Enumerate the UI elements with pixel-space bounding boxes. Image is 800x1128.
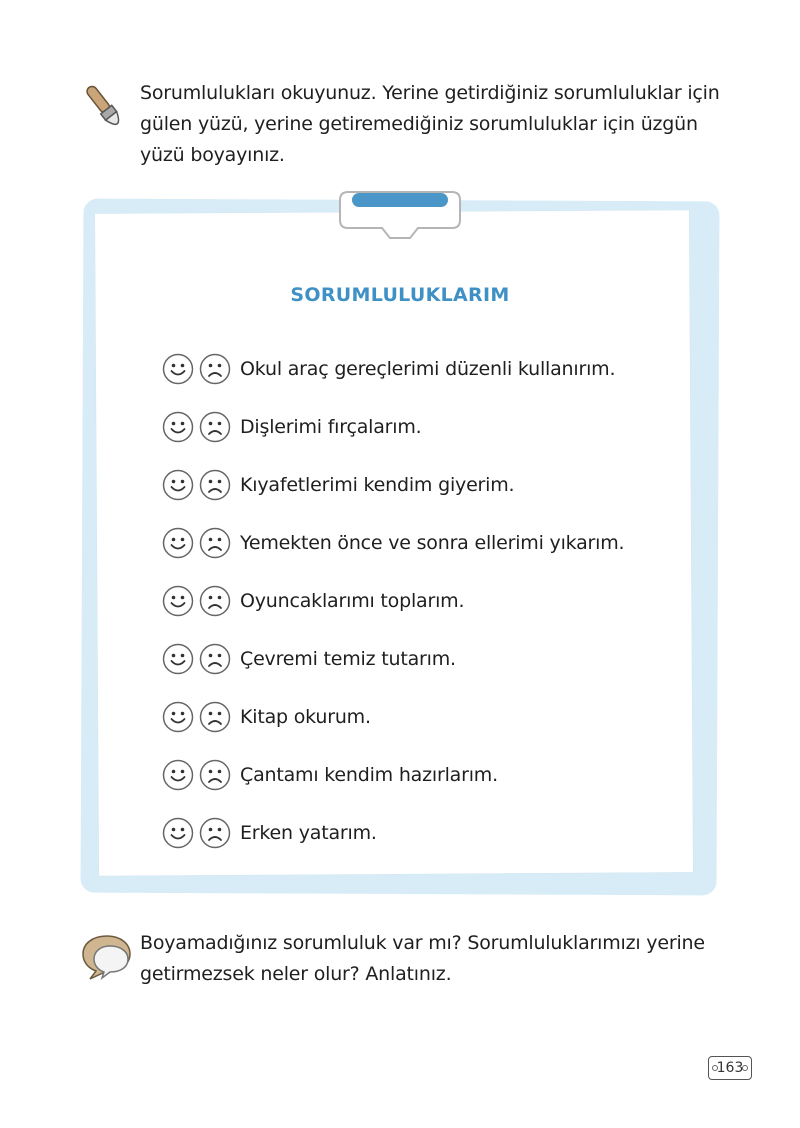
list-item <box>162 514 682 572</box>
item-text: Çevremi temiz tutarım. <box>240 648 456 670</box>
item-text: Oyuncaklarımı toplarım. <box>240 590 465 612</box>
list-item <box>162 688 682 746</box>
list-item <box>162 630 682 688</box>
instruction-text: Sorumlulukları okuyunuz. Yerine getirdiğiniz sorumluluklar için gülen yüzü, yerine getiremediğiniz sorumluluklar için üzgün yüzü boyayınız. <box>140 82 720 166</box>
list-item <box>162 456 682 514</box>
item-text: Kıyafetlerimi kendim giyerim. <box>240 474 515 496</box>
item-text: Kitap okurum. <box>240 706 371 728</box>
list-item <box>162 398 682 456</box>
paintbrush-icon <box>80 80 130 136</box>
list-item <box>162 572 682 630</box>
speech-bubble-icon <box>80 932 134 982</box>
list-item <box>162 746 682 804</box>
happy-face-icon[interactable] <box>162 759 194 791</box>
sad-face-icon[interactable] <box>199 759 231 791</box>
board-title: SORUMLULUKLARIM <box>290 284 510 306</box>
sad-face-icon[interactable] <box>199 353 231 385</box>
item-text: Yemekten önce ve sonra ellerimi yıkarım. <box>240 532 625 554</box>
list-item <box>162 804 682 862</box>
sad-face-icon[interactable] <box>199 527 231 559</box>
item-text: Okul araç gereçlerimi düzenli kullanırım. <box>240 358 616 380</box>
responsibility-list <box>162 340 682 862</box>
page-number: 163 <box>708 1056 752 1080</box>
sad-face-icon[interactable] <box>199 411 231 443</box>
happy-face-icon[interactable] <box>162 411 194 443</box>
clipboard-clip-icon <box>330 186 470 244</box>
list-item <box>162 340 682 398</box>
item-text: Dişlerimi fırçalarım. <box>240 416 422 438</box>
happy-face-icon[interactable] <box>162 353 194 385</box>
sad-face-icon[interactable] <box>199 643 231 675</box>
happy-face-icon[interactable] <box>162 585 194 617</box>
item-text: Çantamı kendim hazırlarım. <box>240 764 498 786</box>
happy-face-icon[interactable] <box>162 701 194 733</box>
sad-face-icon[interactable] <box>199 585 231 617</box>
happy-face-icon[interactable] <box>162 469 194 501</box>
happy-face-icon[interactable] <box>162 817 194 849</box>
sad-face-icon[interactable] <box>199 469 231 501</box>
item-text: Erken yatarım. <box>240 822 377 844</box>
sad-face-icon[interactable] <box>199 817 231 849</box>
happy-face-icon[interactable] <box>162 527 194 559</box>
happy-face-icon[interactable] <box>162 643 194 675</box>
question-text: Boyamadığınız sorumluluk var mı? Sorumluluklarımızı yerine getirmezsek neler olur? Anlatınız. <box>140 932 705 985</box>
sad-face-icon[interactable] <box>199 701 231 733</box>
